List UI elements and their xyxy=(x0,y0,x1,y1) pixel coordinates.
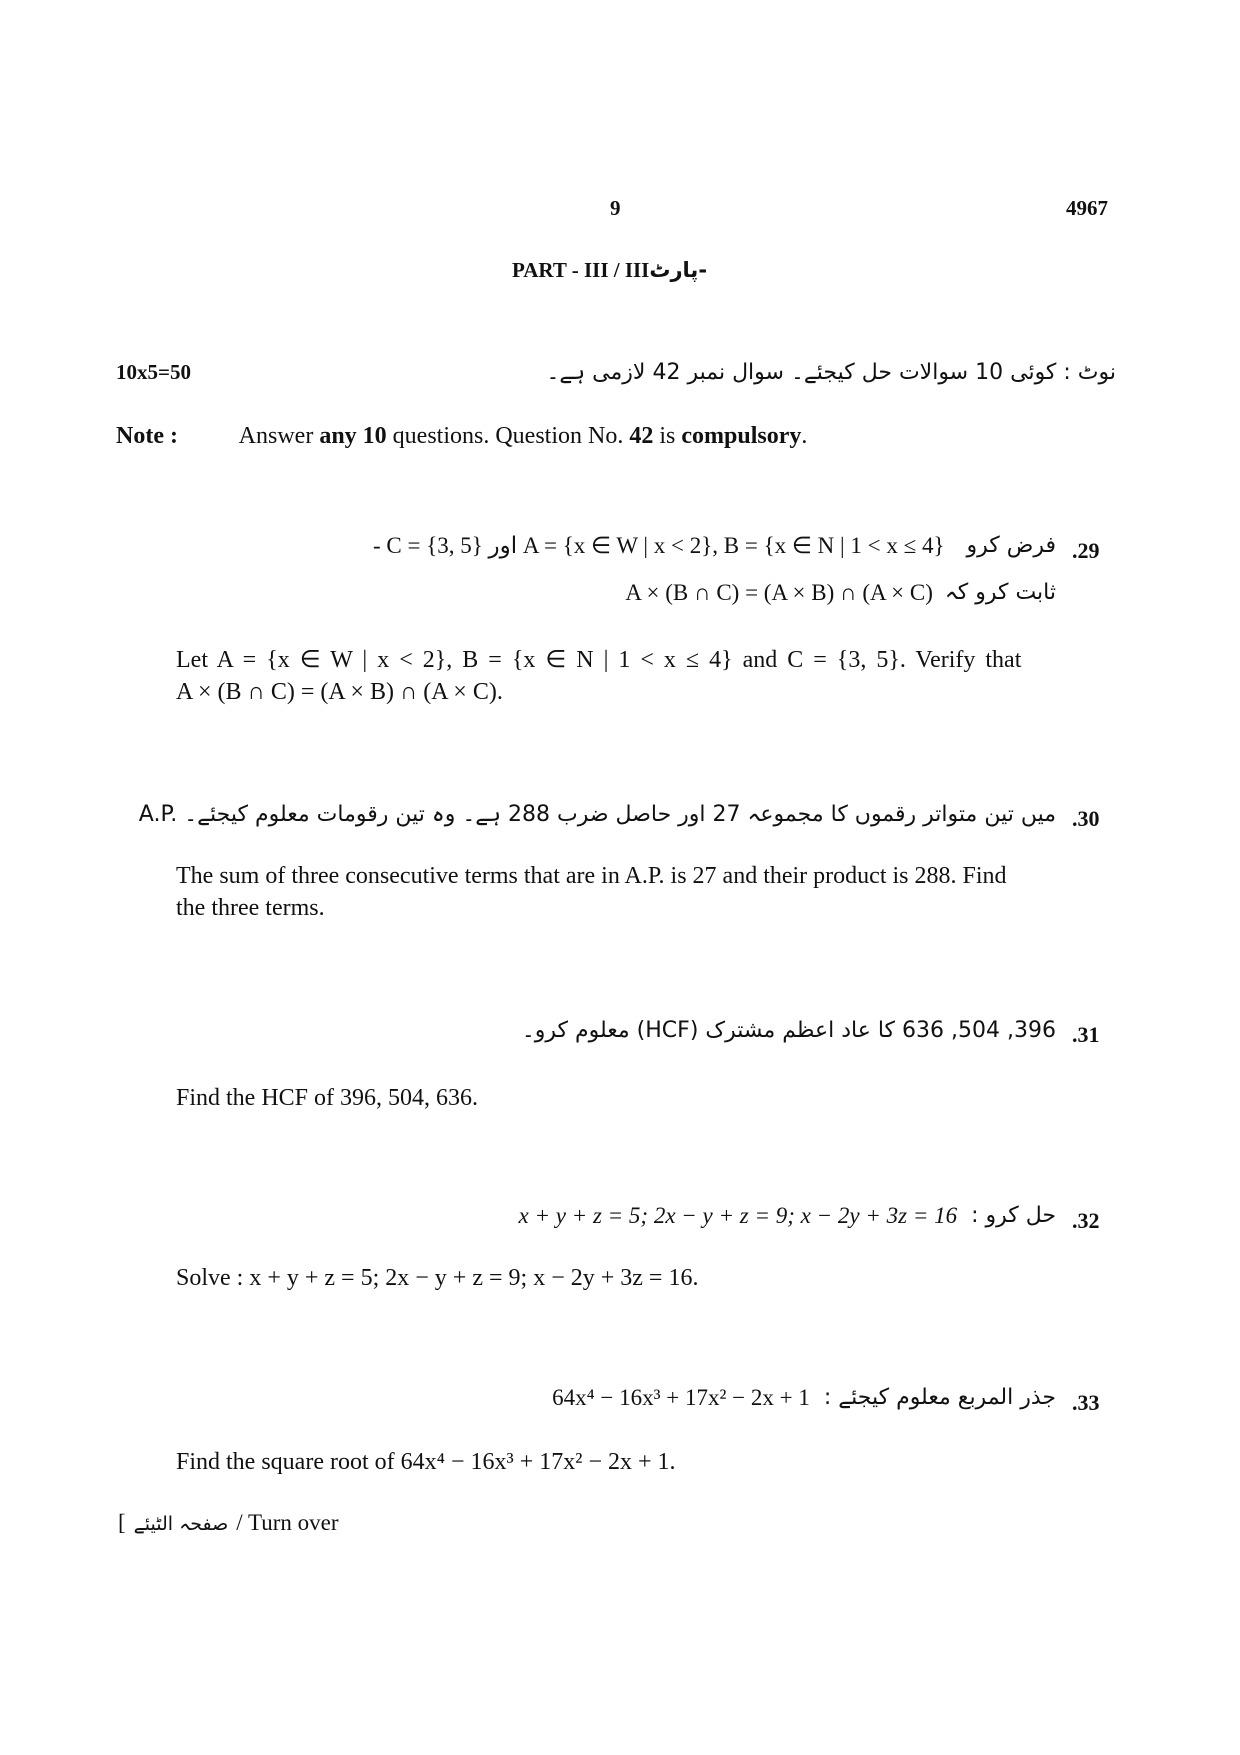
page-number: 9 xyxy=(610,196,621,220)
question-33-urdu-math: 64x⁴ − 16x³ + 17x² − 2x + 1 xyxy=(552,1385,810,1410)
question-33-number: .33 xyxy=(1072,1390,1100,1415)
note-english xyxy=(116,420,807,452)
note-any-ten: any 10 xyxy=(319,423,387,449)
turn-over-footer xyxy=(118,1510,339,1536)
question-29-english xyxy=(176,644,1056,708)
question-29-urdu-math2: A × (B ∩ C) = (A × B) ∩ (A × C) xyxy=(625,580,933,605)
question-29-english-line2: A × (B ∩ C) = (A × B) ∩ (A × C). xyxy=(176,679,503,705)
question-29-urdu-word2: ثابت کرو کہ xyxy=(944,580,1056,605)
question-30-english xyxy=(176,860,1056,924)
note-urdu: نوٹ : کوئی 10 سوالات حل کیجئے۔ سوال نمبر 42 لازمی ہے۔ xyxy=(546,360,1116,385)
marks-scheme: 10x5=50 xyxy=(116,360,191,384)
question-29-urdu-math1: - C = {3, 5} اور A = {x ∈ W | x < 2}, B = {x ∈ N | 1 < x ≤ 4} xyxy=(372,533,945,558)
part-title-en: PART - III / III xyxy=(512,258,650,282)
question-32-urdu xyxy=(518,1203,1056,1229)
question-32-english: Solve : x + y + z = 5; 2x − y + z = 9; x − 2y + 3z = 16. xyxy=(176,1265,699,1291)
note-text-pre: Answer xyxy=(238,423,314,449)
note-question-number: 42 xyxy=(629,423,654,449)
footer-english: / Turn over xyxy=(236,1510,339,1535)
question-33-urdu-word: جذر المربع معلوم کیجئے : xyxy=(823,1385,1056,1410)
question-29-urdu-line1 xyxy=(373,533,1056,559)
question-29-english-line1: Let A = {x ∈ W | x < 2}, B = {x ∈ N | 1 < x ≤ 4} and C = {3, 5}. Verify that xyxy=(176,647,1022,673)
question-31-urdu: 396, 504, 636 کا عاد اعظم مشترک (HCF) معلوم کرو۔ xyxy=(521,1018,1056,1043)
question-32-number: .32 xyxy=(1072,1208,1100,1233)
note-text-mid: questions. Question No. xyxy=(392,423,624,449)
note-text-is: is xyxy=(659,423,676,449)
question-33-english: Find the square root of 64x⁴ − 16x³ + 17x² − 2x + 1. xyxy=(176,1449,676,1475)
question-30-number: .30 xyxy=(1072,806,1100,831)
question-30-english-line2: the three terms. xyxy=(176,895,325,921)
footer-bracket: [ xyxy=(118,1510,126,1535)
question-30-english-line1: The sum of three consecutive terms that are in A.P. is 27 and their product is 288. Find xyxy=(176,863,1007,889)
part-title xyxy=(512,258,707,283)
footer-urdu: صفحہ الٹیئے xyxy=(133,1513,229,1535)
question-32-urdu-word: حل کرو : xyxy=(971,1203,1056,1228)
question-32-urdu-math: x + y + z = 5; 2x − y + z = 9; x − 2y + 3z = 16 xyxy=(518,1203,958,1228)
question-33-urdu xyxy=(552,1385,1056,1411)
note-compulsory: compulsory xyxy=(681,423,802,449)
question-29-urdu-word1: فرض کرو xyxy=(966,533,1056,558)
note-label: Note : xyxy=(116,423,178,449)
question-30-urdu: A.P. میں تین متواتر رقموں کا مجموعہ 27 اور حاصل ضرب 288 ہے۔ وہ تین رقومات معلوم کیجئے۔ xyxy=(138,802,1056,827)
note-text-end: . xyxy=(801,423,808,449)
question-31-number: .31 xyxy=(1072,1022,1100,1047)
question-31-english: Find the HCF of 396, 504, 636. xyxy=(176,1085,479,1111)
part-title-ur: -پارٹ xyxy=(649,258,708,282)
paper-code: 4967 xyxy=(1066,196,1108,220)
question-29-number: .29 xyxy=(1072,538,1100,563)
question-29-urdu-line2 xyxy=(625,580,1056,606)
